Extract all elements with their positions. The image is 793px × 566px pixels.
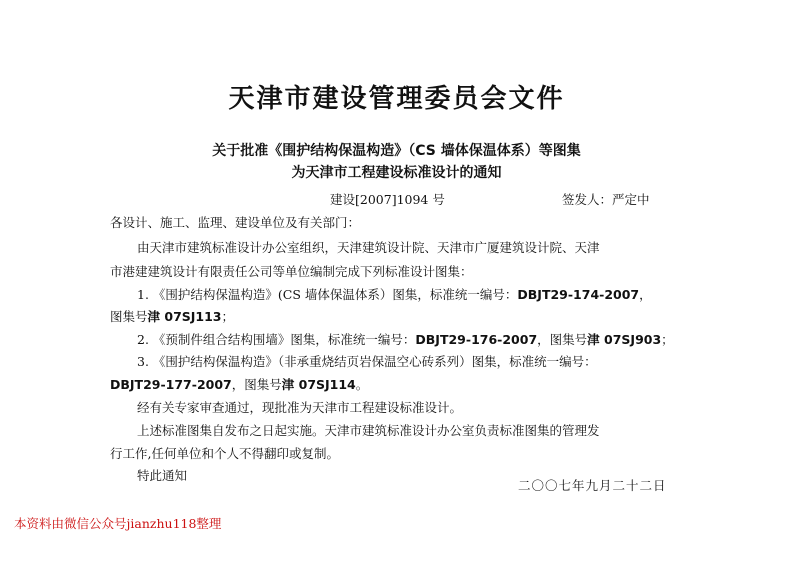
list-item-1-line-2	[110, 307, 234, 325]
list-item-3-end: 。	[355, 377, 369, 392]
notice-subtitle-line2: 为天津市工程建设标准设计的通知	[291, 165, 502, 181]
closing-line: 特此通知	[137, 468, 188, 483]
document-header-title: 天津市建设管理委员会文件	[228, 84, 565, 114]
list-item-3-code: DBJT29-177-2007	[110, 377, 232, 392]
list-item-2	[137, 330, 674, 348]
list-item-1-atlas-label: 图集号	[110, 309, 148, 324]
paragraph-1-line-2: 市港建建筑设计有限责任公司等单位编制完成下列标准设计图集：	[110, 264, 473, 279]
list-item-1-text: 1. 《围护结构保温构造》(CS 墙体保温体系）图集，标准统一编号：	[137, 287, 518, 302]
issue-date: 二〇〇七年九月二十二日	[518, 478, 667, 493]
list-item-2-code: DBJT29-176-2007	[415, 332, 538, 347]
watermark-note: 本资料由微信公众号jianzhu118整理	[14, 516, 222, 531]
signer: 签发人：严定中	[562, 192, 650, 207]
list-item-3-atlas: 津 07SJ114	[281, 377, 356, 392]
list-item-2-end: ；	[661, 332, 674, 347]
list-item-1-line-1	[137, 285, 652, 303]
document-number: 建设[2007]1094 号	[330, 192, 445, 207]
list-item-2-atlas: 津 07SJ903	[587, 332, 662, 347]
salutation: 各设计、施工、监理、建设单位及有关部门：	[110, 215, 361, 230]
paragraph-2: 经有关专家审查通过，现批准为天津市工程建设标准设计。	[137, 400, 463, 415]
list-item-3-mid: ，图集号	[231, 377, 282, 392]
paragraph-1-line-1: 由天津市建筑标准设计办公室组织，天津建筑设计院、天津市广厦建筑设计院、天津	[137, 240, 600, 255]
list-item-2-text: 2. 《预制件组合结构围墙》图集，标准统一编号：	[137, 332, 416, 347]
paragraph-3-line-1: 上述标准图集自发布之日起实施。天津市建筑标准设计办公室负责标准图集的管理发	[137, 423, 600, 438]
list-item-1-atlas: 津 07SJ113	[147, 309, 222, 324]
notice-subtitle-line1: 关于批准《围护结构保温构造》（CS 墙体保温体系）等图集	[212, 143, 581, 159]
list-item-3-line-2	[110, 375, 368, 393]
list-item-1-end: ；	[221, 309, 235, 324]
list-item-1-punct: ，	[639, 287, 652, 302]
list-item-3-line-1: 3. 《围护结构保温构造》（非承重烧结页岩保温空心砖系列）图集，标准统一编号：	[137, 354, 597, 369]
list-item-1-code: DBJT29-174-2007	[517, 287, 640, 302]
list-item-2-mid: ，图集号	[537, 332, 588, 347]
paragraph-3-line-2: 行工作,任何单位和个人不得翻印或复制。	[110, 446, 339, 461]
